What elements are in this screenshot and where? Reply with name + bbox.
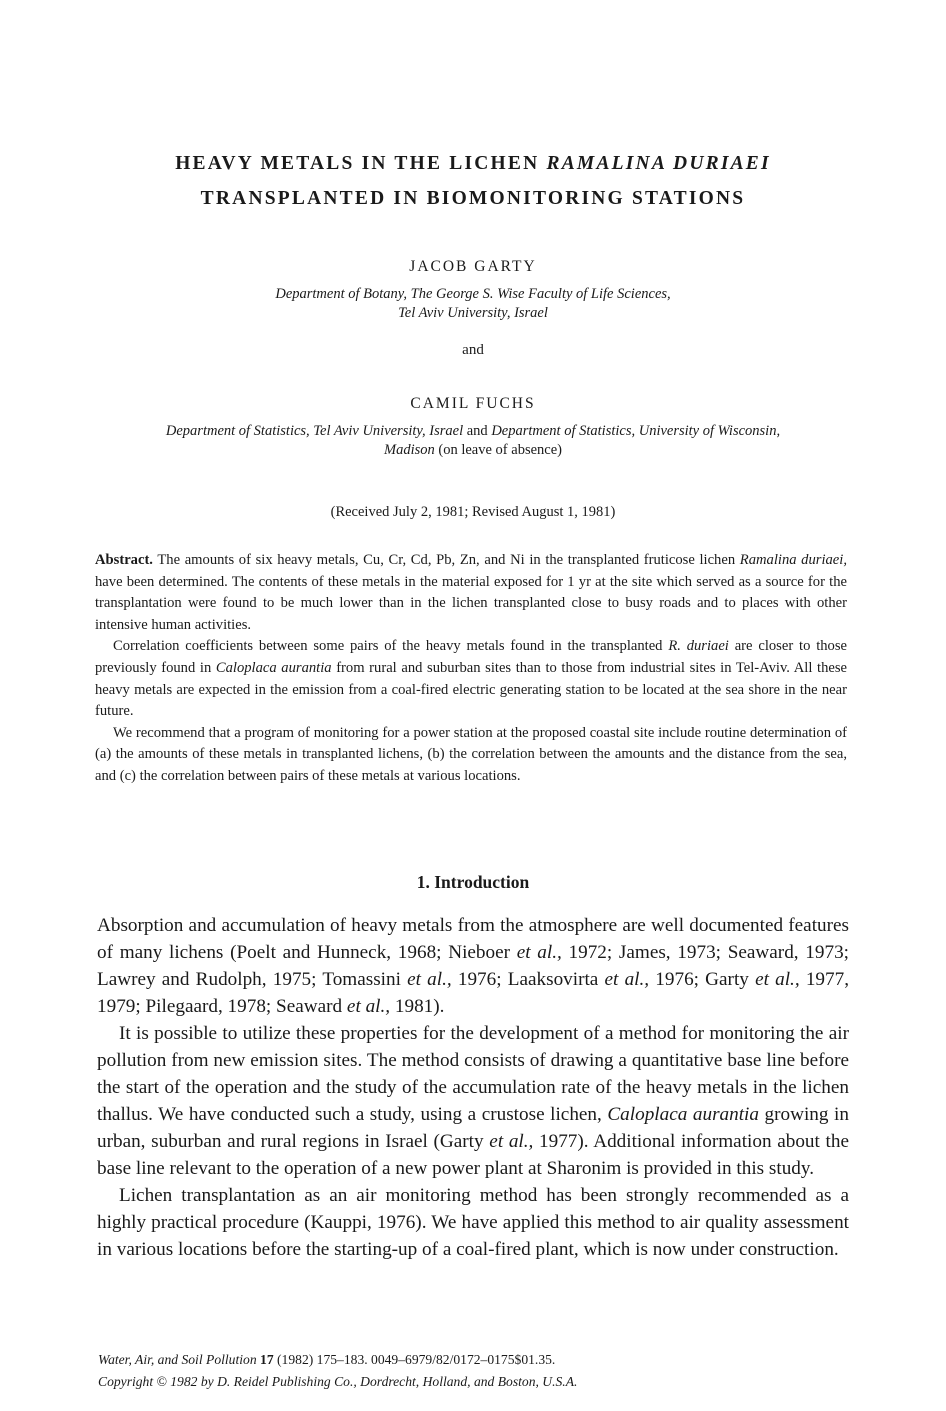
author-1-affiliation	[90, 285, 856, 323]
abstract-text: have been determined. The contents of these metals in the material exposed for 1 yr at the site which served as a source for the transplantation were found to be much lower than in the lichen transplanted close to busy roads and to places with other intensive human activities.	[95, 573, 847, 633]
journal-pages: (1982) 175–183. 0049–6979/82/0172–0175$01.35.	[273, 1352, 556, 1367]
citation-footer	[98, 1349, 858, 1393]
author-2-affiliation-part2: Department of Statistics, University of Wisconsin,	[491, 423, 781, 439]
author-1-name: JACOB GARTY	[409, 258, 537, 275]
author-1-affiliation-line1: Department of Botany, The George S. Wise Faculty of Life Sciences,	[275, 286, 671, 302]
author-2-affiliation-note: (on leave of absence)	[438, 442, 562, 458]
paper-title-line1	[0, 153, 946, 175]
journal-name: Water, Air, and Soil Pollution	[98, 1352, 257, 1367]
et-al: et al.,	[489, 1131, 534, 1152]
body-text: growing in urban, suburban and rural regions in Israel (Garty	[97, 1104, 849, 1152]
body-text: 1981).	[390, 996, 445, 1017]
body-text: 1976; Garty	[649, 969, 756, 990]
paper-title-line2: TRANSPLANTED IN BIOMONITORING STATIONS	[200, 188, 746, 209]
species-name: Caloplaca aurantia	[215, 659, 332, 676]
author-separator: and	[462, 342, 484, 358]
abstract-paragraph-3: We recommend that a program of monitoring for a power station at the proposed coastal site include routine determination of (a) the amounts of these metals in transplanted lichens, (b) the correlation between the amounts and the distance from the sea, and (c) the correlation between pairs of these metals at various locations.	[95, 724, 847, 784]
abstract	[95, 550, 847, 788]
intro-paragraph-2	[97, 1020, 849, 1182]
intro-paragraph-1	[97, 912, 849, 1020]
abstract-label: Abstract.	[95, 552, 153, 568]
body-text: Absorption and accumulation of heavy metals from the atmosphere are well documented features of many lichens (Poelt and Hunneck, 1968; Nieboer	[97, 915, 849, 963]
et-al: et al.,	[346, 996, 391, 1017]
received-dates: (Received July 2, 1981; Revised August 1, 1981)	[330, 504, 616, 520]
abstract-text: from rural and suburban sites than to those from industrial sites in Tel-Aviv. All these heavy metals are expected in the emission from a coal-fired electric generating station to be located at the sea shore in the near future.	[95, 659, 847, 720]
abstract-paragraph-1	[95, 550, 847, 636]
copyright-text: Copyright © 1982 by D. Reidel Publishing Co., Dordrecht, Holland, and Boston, U.S.A.	[98, 1374, 578, 1389]
author-2-affiliation	[70, 422, 876, 460]
title-prefix: HEAVY METALS IN THE LICHEN	[175, 153, 540, 174]
copyright-line	[98, 1371, 858, 1393]
et-al: et al.,	[755, 969, 800, 990]
title-species: RAMALINA DURIAEI	[546, 153, 771, 174]
intro-paragraph-3: Lichen transplantation as an air monitoring method has been strongly recommended as a highly practical procedure (Kauppi, 1976). We have applied this method to air quality assessment in various locations before the starting-up of a coal-fired plant, which is now under construction.	[97, 1185, 849, 1260]
journal-citation	[98, 1349, 858, 1371]
author-2-affiliation-part1: Department of Statistics, Tel Aviv University, Israel	[165, 423, 464, 439]
abstract-text: Correlation coefficients between some pairs of the heavy metals found in the transplanted	[113, 638, 669, 655]
section-heading-introduction: 1. Introduction	[416, 872, 530, 892]
abstract-text: are closer to those previously found in	[95, 638, 848, 676]
author-1-affiliation-line2: Tel Aviv University, Israel	[398, 305, 548, 321]
introduction-body	[97, 912, 849, 1263]
body-text: 1972; James, 1973; Seaward, 1973; Lawrey and Rudolph, 1975; Tomassini	[97, 942, 849, 990]
et-al: et al.,	[516, 942, 562, 963]
body-text: 1976; Laaksovirta	[451, 969, 605, 990]
et-al: et al.,	[407, 969, 452, 990]
abstract-text: The amounts of six heavy metals, Cu, Cr, Cd, Pb, Zn, and Ni in the transplanted fruticose lichen	[152, 552, 740, 568]
journal-volume: 17	[260, 1352, 274, 1367]
author-2-name: CAMIL FUCHS	[410, 395, 536, 412]
body-text: 1977, 1979; Pilegaard, 1978; Seaward	[97, 969, 849, 1017]
et-al: et al.,	[604, 969, 650, 990]
species-name: R. duriaei	[668, 638, 729, 655]
author-2-affiliation-place: Madison	[384, 442, 435, 458]
author-2-affiliation-and: and	[466, 423, 488, 439]
species-name: Caloplaca aurantia	[607, 1104, 759, 1125]
body-text: 1977). Additional information about the base line relevant to the operation of a new power plant at Sharonim is provided in this study.	[97, 1131, 849, 1179]
species-name: Ramalina duriaei,	[739, 552, 847, 568]
abstract-paragraph-2	[95, 636, 847, 722]
body-text: It is possible to utilize these properties for the development of a method for monitoring the air pollution from new emission sites. The method consists of drawing a quantitative base line before the start of the operation and the study of the accumulation rate of the heavy metals in the lichen thallus. We have conducted such a study, using a crustose lichen,	[97, 1023, 849, 1125]
